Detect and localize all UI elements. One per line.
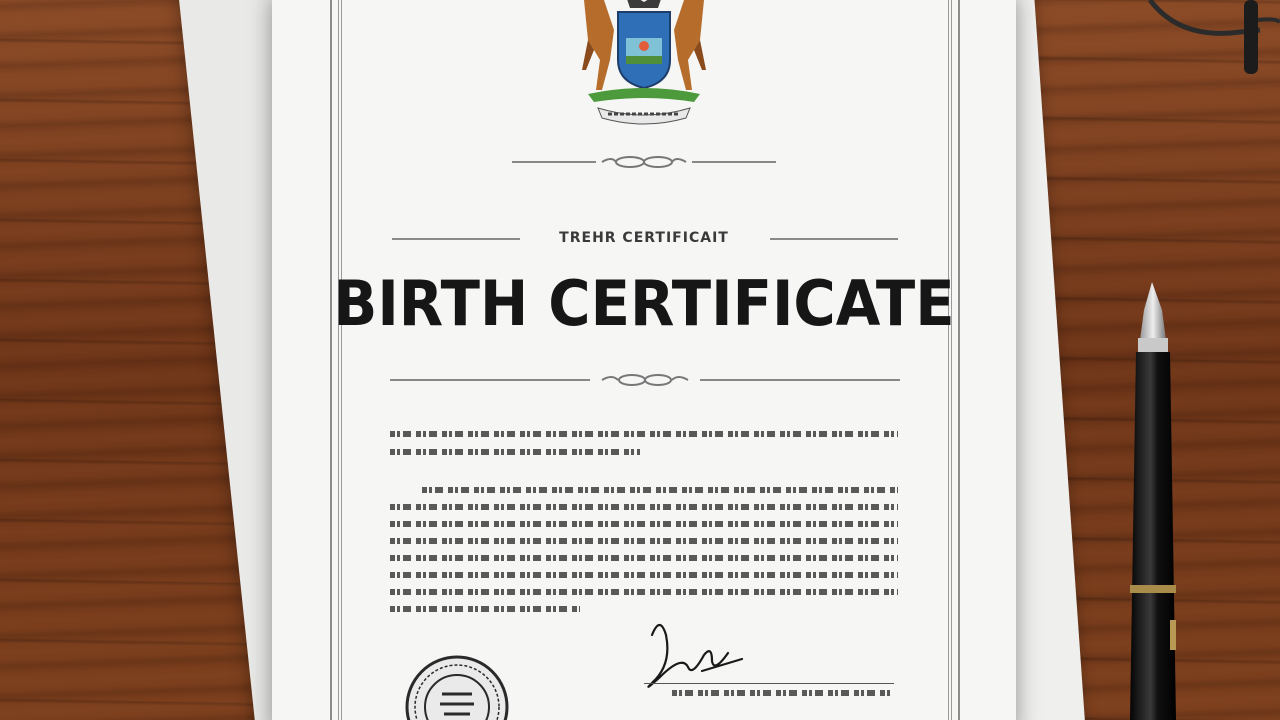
certificate-subtitle: TREHR CERTIFICAIT [559, 230, 729, 246]
certificate-title: BIRTH CERTIFICATE [333, 267, 955, 340]
subtitle-line-right [770, 238, 898, 240]
body-text-line [390, 449, 640, 455]
coat-of-arms-icon [574, 0, 714, 130]
seal-stamp-icon [404, 654, 510, 720]
body-text-line [422, 487, 898, 493]
body-text-line [390, 606, 580, 612]
ornament-divider-top [512, 154, 776, 170]
ornament-divider-middle [390, 372, 900, 388]
fountain-pen-icon [1120, 280, 1190, 720]
body-text-line [390, 589, 898, 595]
birth-certificate [272, 0, 1016, 720]
body-text-line [390, 538, 898, 544]
body-text-line [390, 504, 898, 510]
body-text-line [390, 555, 898, 561]
signature-caption [672, 690, 892, 696]
signature-line [644, 683, 894, 684]
eyeglasses-icon [1140, 0, 1280, 80]
body-text-line [390, 431, 898, 437]
body-text-line [390, 521, 898, 527]
body-text-line [390, 572, 898, 578]
